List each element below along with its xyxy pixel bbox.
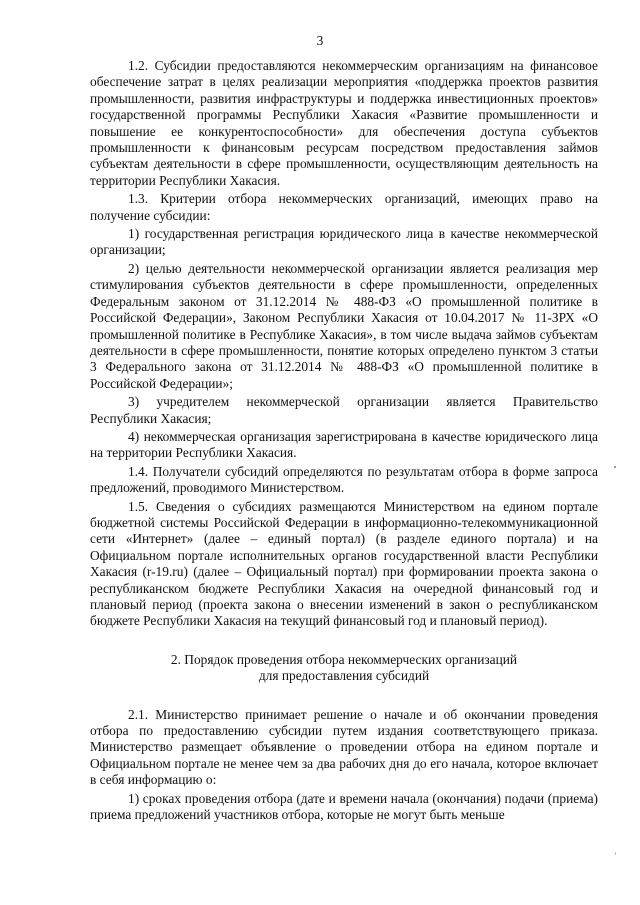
paragraph-2-1: 2.1. Министерство принимает решение о начале и об окончании проведения отбора по предоставлению субсидии путем издания соответствующего приказа. Министерство размещает объявление о проведении отбора на едином портале и Официальном портале не менее чем за два рабочих дня до его начала, которое включает в себя информацию о: xyxy=(90,706,598,788)
document-body xyxy=(90,58,598,825)
page-number: 3 xyxy=(316,33,324,48)
criterion-4: 4) некоммерческая организация зарегистрирована в качестве юридического лица на территории Республики Хакасия. xyxy=(90,428,598,461)
criterion-1: 1) государственная регистрация юридического лица в качестве некоммерческой организации; xyxy=(90,226,598,258)
criterion-2: 2) целью деятельности некоммерческой организации является реализация мер стимулирования субъектов деятельности в сфере промышленности, определенных Федеральным законом от 31.12.2014 № 488-ФЗ «О промышленной политике в Российской Федерации», Законом Республики Хакасия от 10.04.2017 № 11-ЗРХ «О промышленной политике в Республике Хакасия», в том числе выдача займов субъектам деятельности в сфере промышленности, понятие которых определено пунктом 3 статьи 3 Федерального закона от 31.12.2014 № 488-ФЗ «О промышленной политике в Российской Федерации»; xyxy=(90,260,598,391)
paragraph-1-4: 1.4. Получатели субсидий определяются по результатам отбора в форме запроса предложений, проводимого Министерством. xyxy=(90,463,598,496)
scan-speck xyxy=(615,852,616,855)
paragraph-1-2: 1.2. Субсидии предоставляются некоммерческим организациям на финансовое обеспечение затрат в целях реализации мероприятия «поддержка проектов развития промышленности, развития инфраструктуры и поддержка инвестиционных проектов» государственной программы Республики Хакасия «Развитие промышленности и повышение ее конкурентоспособности» для обеспечения доступа субъектов промышленности к финансовым ресурсам посредством предоставления займов субъектам деятельности в сфере промышленности, осуществляющим деятельность на территории Республики Хакасия. xyxy=(90,58,598,188)
scan-speck xyxy=(614,466,616,468)
section-2-heading xyxy=(90,652,598,685)
section-heading-line-1: 2. Порядок проведения отбора некоммерческих организаций xyxy=(170,651,518,667)
paragraph-1-5: 1.5. Сведения о субсидиях размещаются Министерством на едином портале бюджетной системы Российской Федерации в информационно-телекоммуникационной сети «Интернет» (далее – единый портал) (в разделе единого портала) и на Официальном портале исполнительных органов государственной власти Республики Хакасия (r-19.ru) (далее – Официальный портал) при формировании проекта закона о республиканском бюджете Республики Хакасия на очередной финансовый год и плановый период (проекта закона о внесении изменений в закон о республиканском бюджете Республики Хакасия на текущий финансовый год и плановый период). xyxy=(90,498,598,629)
criterion-3: 3) учредителем некоммерческой организации является Правительство Республики Хакасия; xyxy=(90,394,598,426)
section-heading-line-2: для предоставления субсидий xyxy=(258,668,430,684)
paragraph-1-3: 1.3. Критерии отбора некоммерческих организаций, имеющих право на получение субсидии: xyxy=(90,191,598,223)
paragraph-2-1-item-1: 1) сроках проведения отбора (дате и времени начала (окончания) подачи (приема) приема предложений участников отбора, которые не могут быть меньше xyxy=(90,790,598,823)
